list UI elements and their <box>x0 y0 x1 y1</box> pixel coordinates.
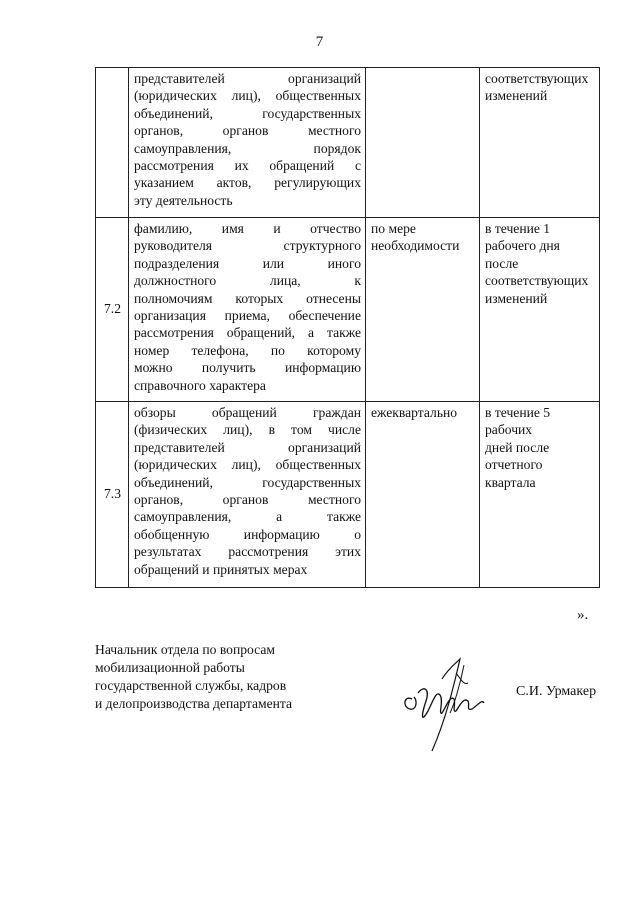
item-deadline-line: дней после <box>485 439 550 455</box>
item-description-line: должностного лица, к <box>134 273 361 289</box>
item-description-line: руководителя структурного <box>134 238 361 254</box>
item-description <box>129 218 366 402</box>
signatory-name: С.И. Урмакер <box>516 684 597 699</box>
handwritten-signature <box>398 655 493 755</box>
item-description-line: номер телефона, по которому <box>134 342 361 358</box>
item-description-line: полномочиям которых отнесены <box>134 290 361 306</box>
item-description-line: объединений, государственных <box>134 474 361 490</box>
item-deadline <box>480 218 600 402</box>
item-description-line: организация приема, обеспечение <box>134 308 361 324</box>
item-number: 7.3 <box>96 402 129 588</box>
item-description-line: представителей организаций <box>134 71 361 86</box>
item-deadline-line: соответствующих <box>485 71 589 86</box>
item-description-line: указанием актов, регулирующих <box>134 175 361 191</box>
item-description-line: подразделения или иного <box>134 255 361 271</box>
item-description-line: обращений и принятых мерах <box>134 561 308 577</box>
item-description-line: эту деятельность <box>134 192 233 208</box>
item-description-line: самоуправления, а также <box>134 509 361 525</box>
item-frequency-line: необходимости <box>371 238 460 254</box>
item-deadline <box>480 402 600 588</box>
item-description-line: обобщенную информацию о <box>134 526 361 542</box>
requirements-table <box>95 67 600 588</box>
item-description-line: рассмотрения обращений, а также <box>134 325 361 341</box>
item-description <box>129 402 366 588</box>
item-description-line: (юридических лиц), общественных <box>134 457 361 473</box>
item-description-line: (физических лиц), в том числе <box>134 422 361 438</box>
item-deadline-line: в течение 1 <box>485 221 551 236</box>
item-description-line: результатах рассмотрения этих <box>134 544 361 560</box>
item-description-line: объединений, государственных <box>134 105 361 121</box>
position-line: Начальник отдела по вопросам <box>95 642 276 657</box>
item-deadline-line: в течение 5 рабочих <box>485 405 551 438</box>
item-number: 7.2 <box>96 218 129 402</box>
item-frequency <box>366 402 480 588</box>
item-description-line: самоуправления, порядок <box>134 140 361 156</box>
item-description-line: можно получить информацию <box>134 360 361 376</box>
position-line: и делопроизводства департамента <box>95 696 293 711</box>
item-deadline-line: отчетного квартала <box>485 457 543 490</box>
item-deadline-line: соответствующих <box>485 273 589 289</box>
item-frequency <box>366 218 480 402</box>
table-row <box>96 402 600 588</box>
item-deadline-line: изменений <box>485 290 548 306</box>
item-frequency-line: ежеквартально <box>371 405 458 420</box>
item-description-line: органов, органов местного <box>134 492 361 508</box>
item-description-line: рассмотрения их обращений с <box>134 158 361 174</box>
item-description-line: справочного характера <box>134 377 266 393</box>
item-deadline <box>480 68 600 218</box>
item-description <box>129 68 366 218</box>
item-description-line: обзоры обращений граждан <box>134 405 361 420</box>
item-description-line: органов, органов местного <box>134 123 361 139</box>
closing-quote: ». <box>577 607 589 623</box>
page-number: 7 <box>315 34 324 50</box>
item-frequency <box>366 68 480 218</box>
table-row <box>96 218 600 402</box>
table-row <box>96 68 600 218</box>
item-frequency-line: по мере <box>371 221 416 236</box>
item-description-line: (юридических лиц), общественных <box>134 88 361 104</box>
position-line: государственной службы, кадров <box>95 678 287 693</box>
item-description-line: представителей организаций <box>134 439 361 455</box>
position-line: мобилизационной работы <box>95 660 245 675</box>
item-deadline-line: изменений <box>485 88 548 104</box>
item-number <box>96 68 129 218</box>
signatory-position <box>95 641 292 713</box>
item-description-line: фамилию, имя и отчество <box>134 221 361 236</box>
item-deadline-line: рабочего дня после <box>485 238 560 271</box>
